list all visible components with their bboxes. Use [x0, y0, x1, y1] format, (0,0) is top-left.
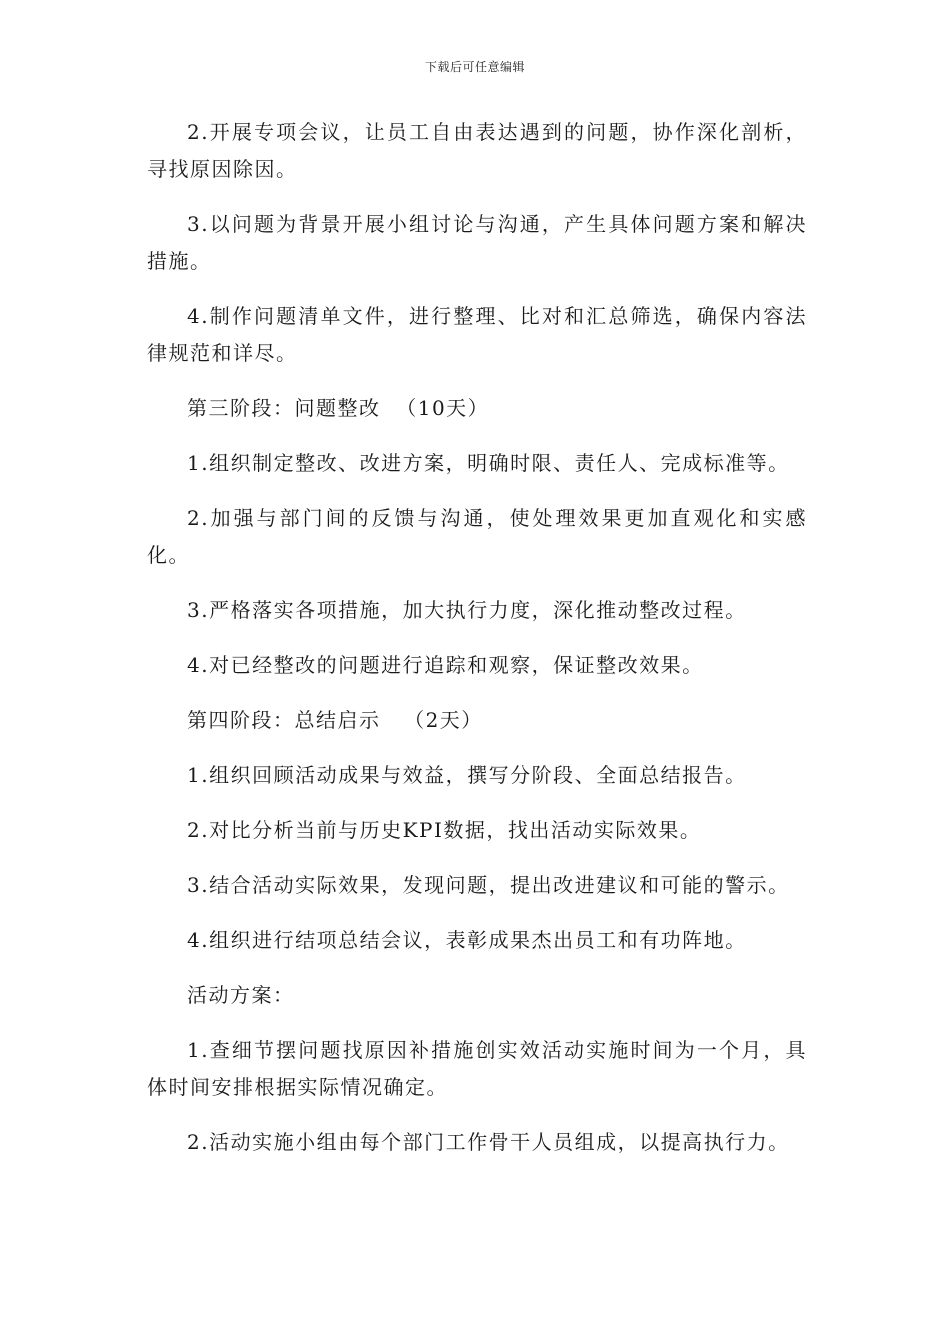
- paragraph-stage4-item-2: 2.对比分析当前与历史KPI数据，找出活动实际效果。: [187, 818, 702, 842]
- paragraph-step-2-meeting: 2.开展专项会议，让员工自由表达遇到的问题，协作深化剖析，寻找原因除因。: [147, 120, 807, 181]
- section-heading-activity-plan: 活动方案：: [187, 983, 295, 1007]
- paragraph-stage4-item-1: 1.组织回顾活动成果与效益，撰写分阶段、全面总结报告。: [187, 763, 747, 787]
- paragraph-stage3-item-1: 1.组织制定整改、改进方案，明确时限、责任人、完成标准等。: [187, 451, 790, 475]
- page-header: 下载后可任意编辑: [424, 60, 525, 74]
- paragraph-step-4-problem-list: 4.制作问题清单文件，进行整理、比对和汇总筛选，确保内容法律规范和详尽。: [147, 304, 807, 365]
- document-body: [147, 114, 807, 1179]
- paragraph-stage4-item-3: 3.结合活动实际效果，发现问题，提出改进建议和可能的警示。: [187, 873, 790, 897]
- paragraph-step-3-discussion: 3.以问题为背景开展小组讨论与沟通，产生具体问题方案和解决措施。: [147, 212, 807, 273]
- section-heading-stage-4: 第四阶段：总结启示 （2天）: [187, 708, 483, 732]
- section-heading-stage-3: 第三阶段：问题整改 （10天）: [187, 396, 490, 420]
- paragraph-stage4-item-4: 4.组织进行结项总结会议，表彰成果杰出员工和有功阵地。: [187, 928, 747, 952]
- paragraph-stage3-item-3: 3.严格落实各项措施，加大执行力度，深化推动整改过程。: [187, 598, 747, 622]
- paragraph-stage3-item-2: 2.加强与部门间的反馈与沟通，使处理效果更加直观化和实感化。: [147, 506, 807, 567]
- paragraph-plan-item-1: 1.查细节摆问题找原因补措施创实效活动实施时间为一个月，具体时间安排根据实际情况确定。: [147, 1038, 807, 1099]
- paragraph-stage3-item-4: 4.对已经整改的问题进行追踪和观察，保证整改效果。: [187, 653, 704, 677]
- paragraph-plan-item-2: 2.活动实施小组由每个部门工作骨干人员组成，以提高执行力。: [187, 1130, 790, 1154]
